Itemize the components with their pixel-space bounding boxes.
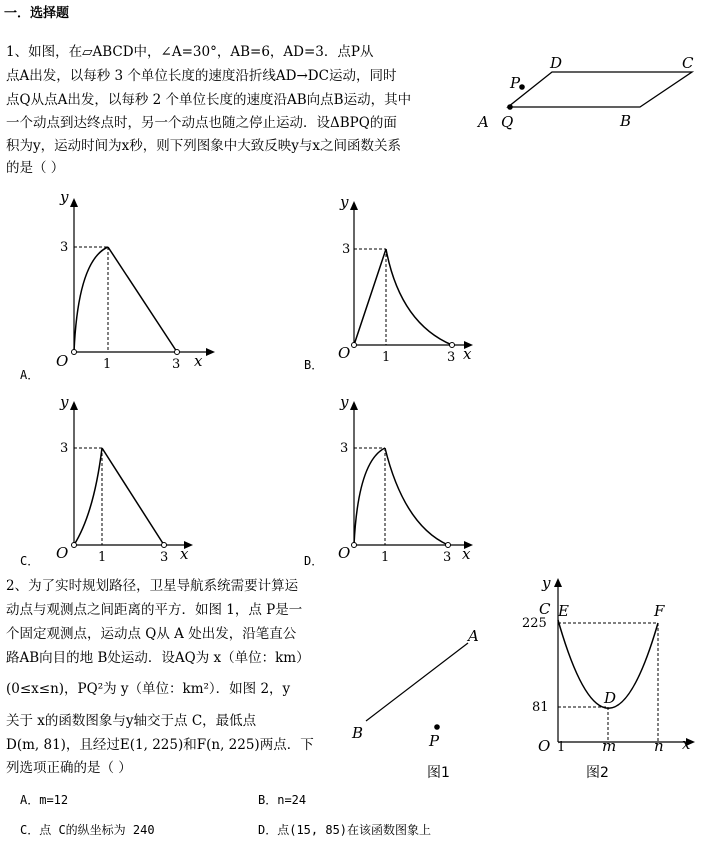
axis-x: x [463,345,472,363]
label-c: C [682,54,694,72]
q2-option-a: A．m=12 [20,793,69,807]
fig2-tick-m: m [602,737,617,755]
tick-three: 3 [172,357,181,372]
q1-line: 点Q从点A出发，以每秒 2 个单位长度的速度沿AB向点B运动，其中 [6,92,412,108]
tick-one: 1 [382,350,391,365]
fig2-tick-81: 81 [532,700,549,715]
axis-y: y [340,393,349,411]
q2-line: 2、为了实时规划路径，卫星导航系统需要计算运 [6,578,299,594]
tick-one: 1 [381,550,390,565]
section-title: 一．选择题 [4,6,70,21]
graph-option-c [50,393,220,563]
fig1-label-b: B [352,724,364,742]
q2-line: D(m, 81)，且经过E(1, 225)和F(n, 225)两点．下 [6,737,314,753]
q2-line: 关于 x的函数图象与y轴交于点 C，最低点 [6,713,257,729]
parallelogram-figure [474,48,704,138]
q2-option-d: D．点(15, 85)在该函数图象上 [258,823,432,837]
tick-three-y: 3 [60,240,69,255]
origin: O [56,352,69,370]
graph-option-d [330,393,500,563]
q2-line: 路AB向目的地 B处运动．设AQ为 x（单位：km） [6,650,310,666]
origin: O [338,544,351,562]
q2-line: 动点与观测点之间距离的平方．如图 1，点 P是一 [6,602,303,618]
label-b: B [620,112,632,130]
tick-three-y: 3 [60,441,69,456]
option-b-label: B． [304,358,324,372]
fig2-label-c: C [539,600,551,618]
option-d-label: D． [304,554,324,568]
origin: O [338,344,351,362]
fig1-label-a: A [468,627,479,645]
tick-one: 1 [98,550,107,565]
label-d: D [550,54,563,72]
fig2-label-d: D [604,689,617,707]
tick-three-y: 3 [342,242,351,257]
figure-1 [340,620,500,785]
tick-three: 3 [160,550,169,565]
fig2-origin: O [538,737,551,755]
q1-line: 一个动点到达终点时，另一个动点也随之停止运动．设ΔBPQ的面 [6,115,397,131]
graph-option-b [330,193,500,373]
fig2-tick-1: 1 [557,740,566,755]
figure-2 [520,570,706,785]
fig2-label-f: F [654,602,665,620]
q1-line: 点A出发，以每秒 3 个单位长度的速度沿折线AD→DC运动，同时 [6,68,397,84]
origin: O [56,544,69,562]
tick-three: 3 [443,550,452,565]
option-a-label: A． [20,368,40,382]
label-p: P [510,74,521,92]
tick-three: 3 [447,350,456,365]
label-a: A [478,113,489,131]
axis-y: y [60,393,69,411]
fig2-axis-x: x [682,735,691,753]
q2-line: 个固定观测点，运动点 Q从 A 处出发，沿笔直公 [6,626,297,642]
fig1-label-p: P [429,732,440,750]
q2-line: 列选项正确的是（ ） [6,760,132,776]
fig2-tick-225: 225 [522,616,547,631]
axis-x: x [180,545,189,563]
axis-x: x [194,352,203,370]
axis-y: y [340,193,349,211]
axis-x: x [462,545,471,563]
point-q-dot [507,104,513,110]
fig2-tick-n: n [654,737,664,755]
axis-y: y [60,188,69,206]
point-p-dot [434,724,440,730]
option-c-label: C． [20,554,40,568]
fig2-axis-y: y [542,574,551,592]
fig2-label-e: E [558,602,569,620]
q1-line: 1、如图，在▱ABCD中，∠A=30°，AB=6，AD=3．点P从 [6,44,374,60]
q1-line: 的是（ ） [6,160,65,176]
label-q: Q [501,113,514,131]
q1-line: 积为y，运动时间为x秒，则下列图象中大致反映y与x之间函数关系 [6,138,401,154]
fig1-caption: 图1 [427,765,450,781]
fig2-caption: 图2 [586,765,609,781]
tick-one: 1 [103,357,112,372]
q2-option-b: B．n=24 [258,793,307,807]
tick-three-y: 3 [340,441,349,456]
q2-line: (0≤x≤n)，PQ²为 y（单位：km²）．如图 2，y [6,681,291,697]
graph-option-a [50,190,220,375]
q2-option-c: C．点 C的纵坐标为 240 [20,823,155,837]
